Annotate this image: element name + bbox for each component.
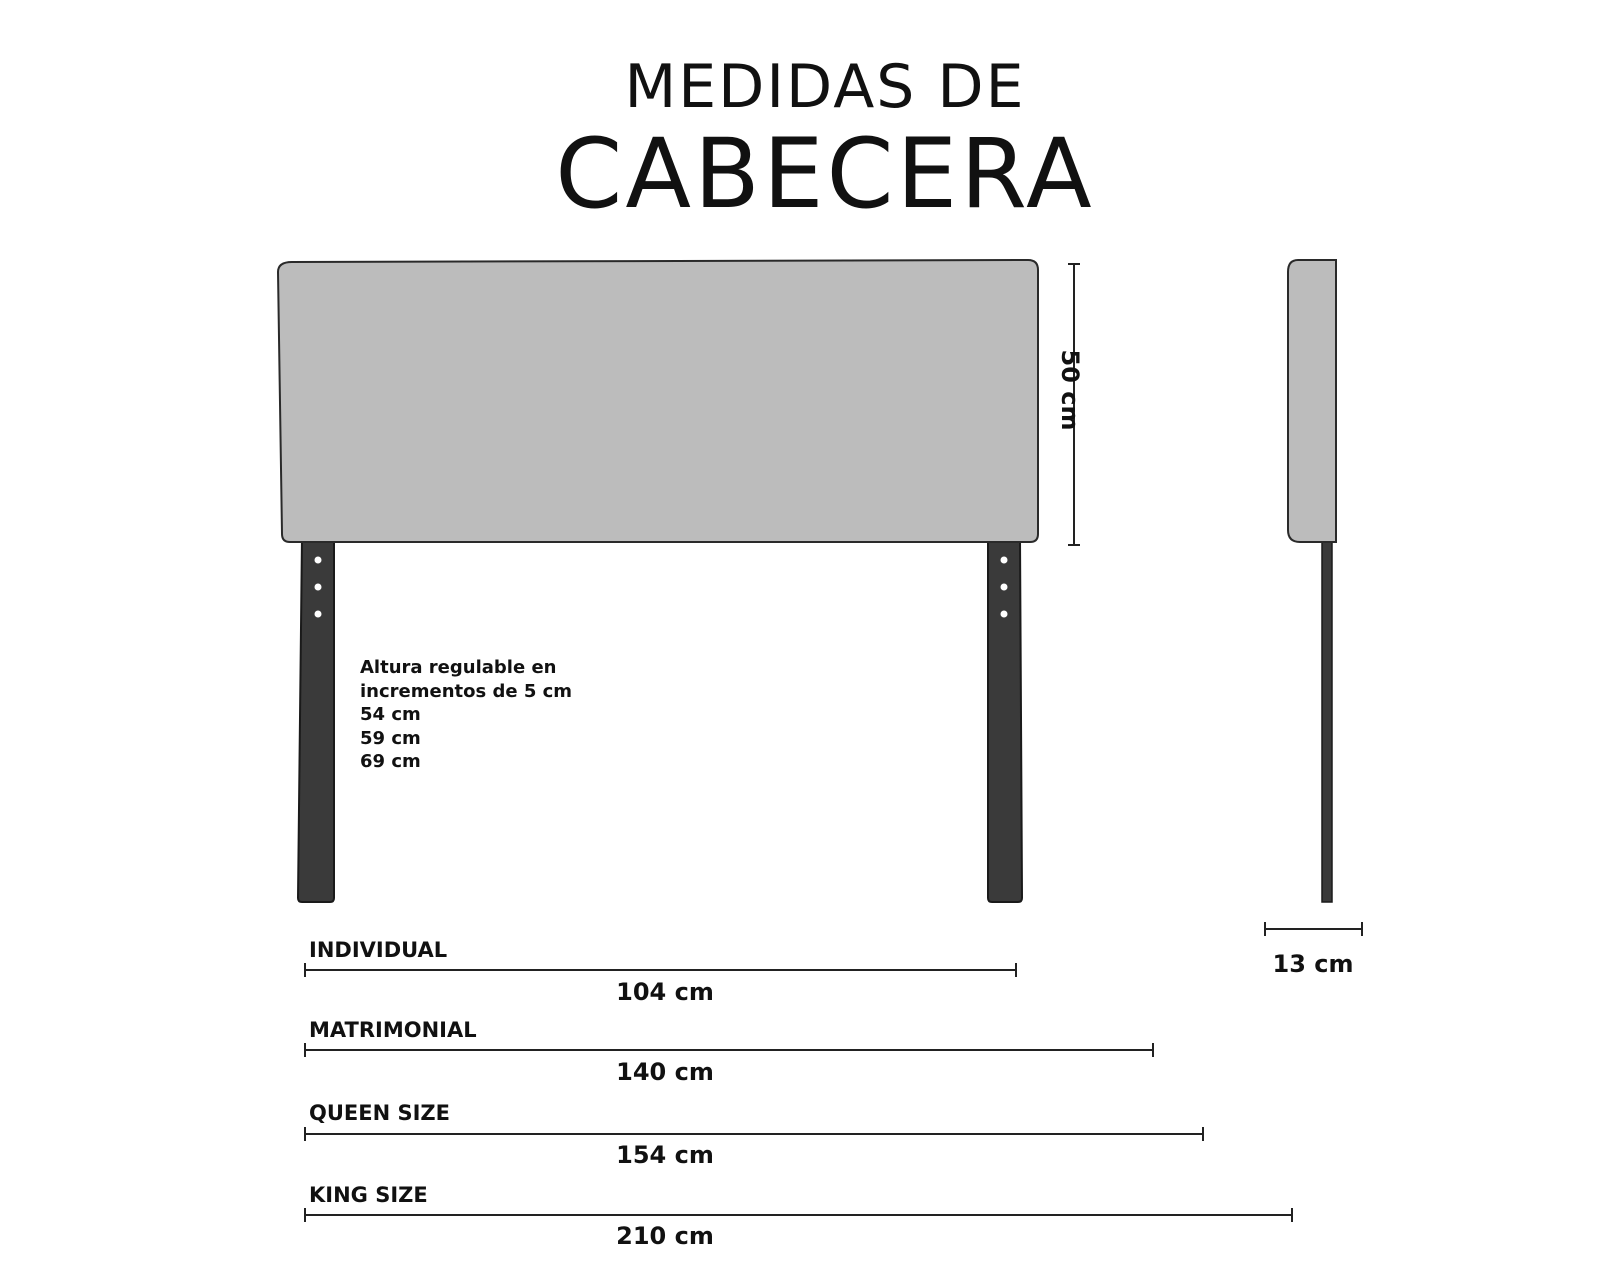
leg-hole — [315, 557, 322, 564]
depth-dimension-line — [1265, 922, 1362, 936]
leg-hole — [1001, 611, 1008, 618]
height-option: 54 cm — [360, 704, 421, 725]
title-line-2: CABECERA — [555, 118, 1095, 230]
side-panel — [1288, 260, 1336, 542]
width-line-matrimonial — [305, 1043, 1153, 1057]
width-line-queen — [305, 1127, 1203, 1141]
title-line-1: MEDIDAS DE — [624, 52, 1026, 122]
left-leg — [298, 538, 334, 902]
leg-hole — [1001, 584, 1008, 591]
size-label-king: KING SIZE — [309, 1183, 428, 1207]
width-label-individual: 104 cm — [616, 978, 714, 1006]
note-line-1: Altura regulable en — [360, 657, 557, 678]
side-leg — [1322, 540, 1332, 902]
leg-hole — [1001, 557, 1008, 564]
height-label: 50 cm — [1056, 349, 1084, 431]
width-line-individual — [305, 963, 1016, 977]
size-label-matrimonial: MATRIMONIAL — [309, 1018, 477, 1042]
height-option: 59 cm — [360, 727, 421, 749]
width-line-king — [305, 1208, 1292, 1222]
width-label-queen: 154 cm — [616, 1141, 714, 1169]
headboard-panel — [278, 260, 1038, 542]
note-line-2: incrementos de 5 cm — [360, 680, 573, 702]
size-label-queen: QUEEN SIZE — [309, 1101, 450, 1125]
width-label-king: 210 cm — [616, 1222, 714, 1250]
width-label-matrimonial: 140 cm — [616, 1058, 714, 1086]
leg-hole — [315, 584, 322, 591]
right-leg — [988, 538, 1022, 902]
adjustable-height-note — [360, 656, 572, 774]
depth-label: 13 cm — [1272, 950, 1354, 978]
size-label-individual: INDIVIDUAL — [309, 938, 448, 962]
height-option: 69 cm — [360, 751, 421, 772]
leg-hole — [315, 611, 322, 618]
